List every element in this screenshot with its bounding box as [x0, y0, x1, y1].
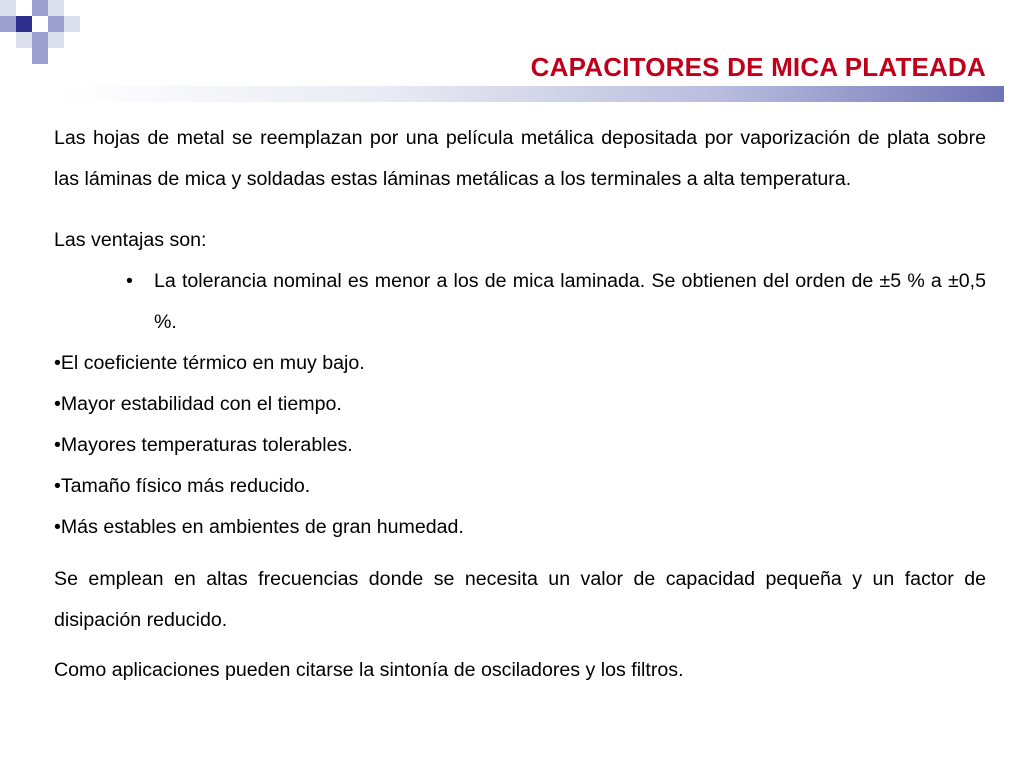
title-underline-bar: [60, 86, 1004, 102]
list-item: •Tamaño físico más reducido.: [54, 475, 311, 497]
decor-square: [0, 0, 16, 16]
decor-square: [48, 0, 64, 16]
decor-square: [64, 16, 80, 32]
decor-square: [48, 32, 64, 48]
decor-square: [16, 32, 32, 48]
frequencies-paragraph: Se emplean en altas frecuencias donde se necesita un valor de capacidad pequeña y un factor de disipación reducido.: [54, 568, 986, 631]
intro-paragraph: Las hojas de metal se reemplazan por una película metálica depositada por vaporización de plata sobre las láminas de mica y soldadas estas láminas metálicas a los terminales a alta temperatura.: [54, 127, 986, 190]
decor-square: [32, 0, 48, 16]
slide-title: CAPACITORES DE MICA PLATEADA: [530, 52, 986, 82]
decor-square: [48, 16, 64, 32]
slide-body: [54, 118, 986, 691]
bullet-marker: •: [126, 270, 133, 292]
decor-square: [32, 32, 48, 48]
tolerance-bullet: [54, 261, 986, 343]
list-item: •Mayores temperaturas tolerables.: [54, 434, 353, 456]
applications-paragraph: Como aplicaciones pueden citarse la sintonía de osciladores y los filtros.: [54, 659, 684, 681]
tolerance-bullet-text: La tolerancia nominal es menor a los de mica laminada. Se obtienen del orden de ±5 % a ±0,5 %.: [154, 270, 986, 333]
decor-square: [16, 16, 32, 32]
list-item: •El coeficiente térmico en muy bajo.: [54, 352, 365, 374]
decor-square: [32, 48, 48, 64]
decor-square: [0, 16, 16, 32]
advantages-heading: Las ventajas son:: [54, 229, 207, 251]
list-item: •Más estables en ambientes de gran humedad.: [54, 516, 464, 538]
list-item: •Mayor estabilidad con el tiempo.: [54, 393, 342, 415]
